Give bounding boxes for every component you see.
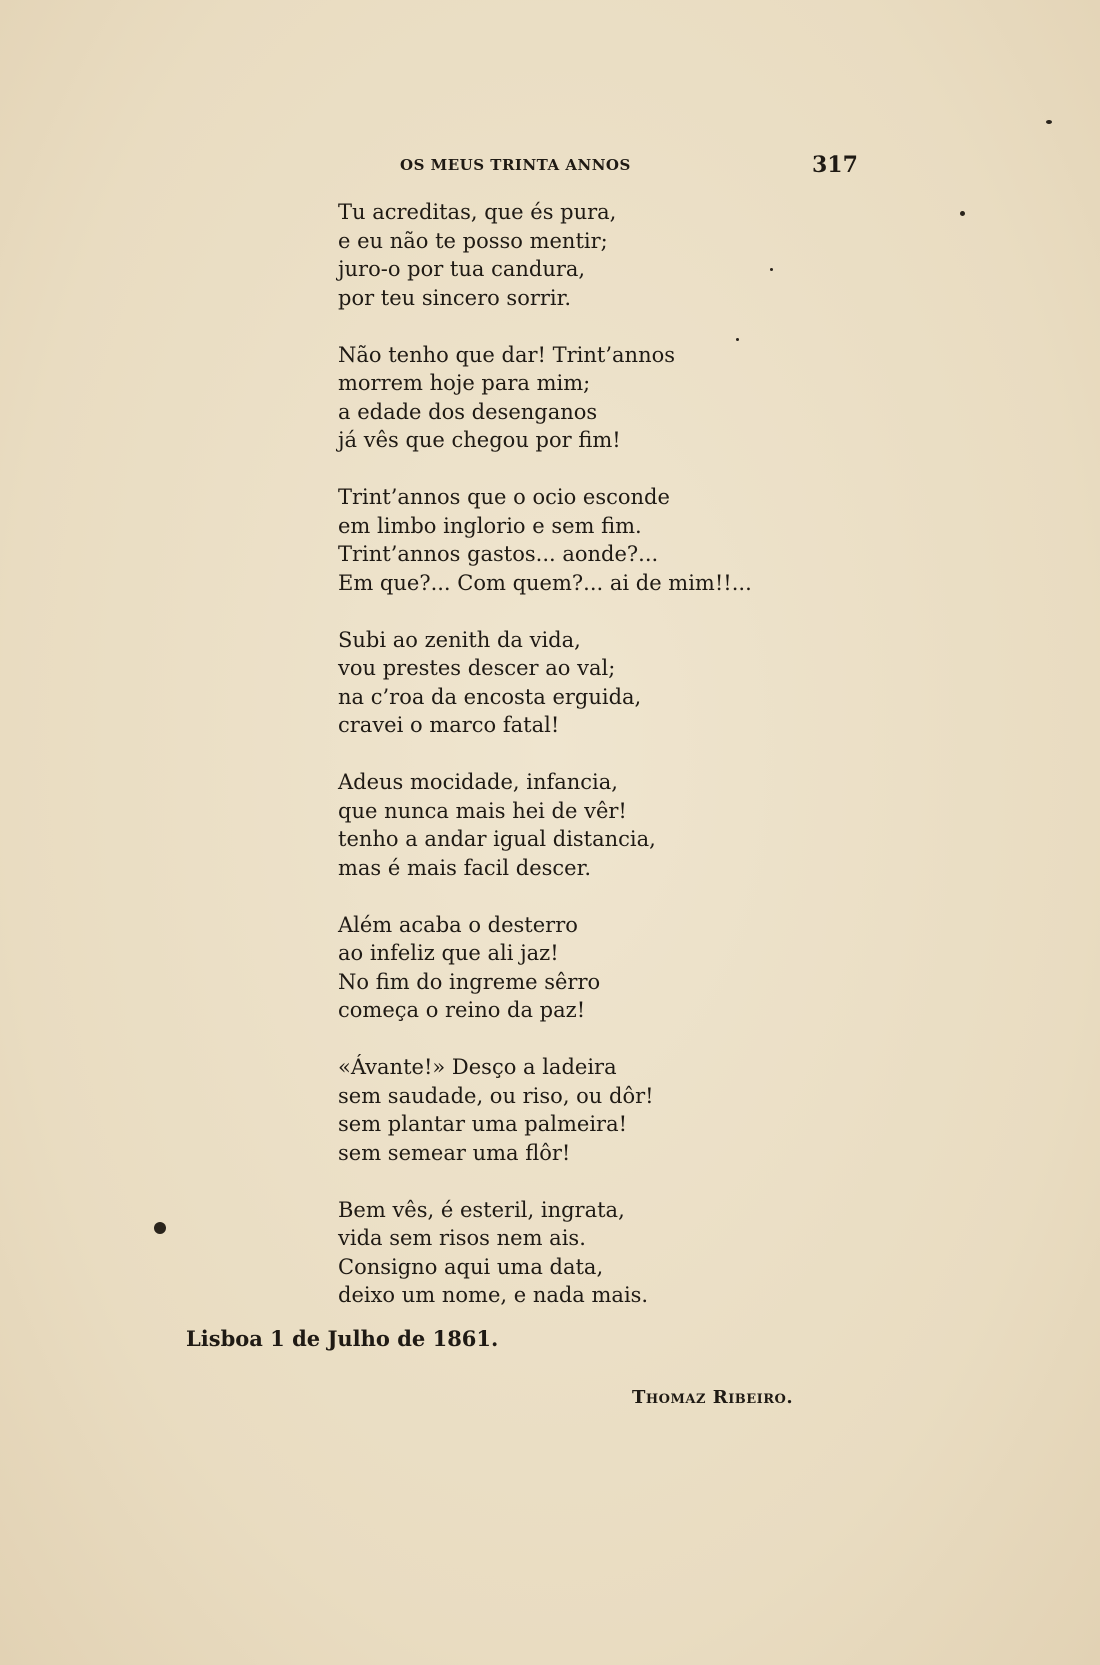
poem-line: tenho a andar igual distancia,: [338, 827, 656, 851]
poem-line: vou prestes descer ao val;: [338, 656, 616, 680]
ink-speck: [960, 211, 965, 216]
poem-line: Trint’annos que o ocio esconde: [338, 485, 670, 509]
poem-line: Bem vês, é esteril, ingrata,: [338, 1197, 625, 1222]
poem-line: cravei o marco fatal!: [338, 713, 560, 737]
ink-speck: [770, 268, 773, 271]
page-number: 317: [812, 152, 858, 178]
running-header-title: OS MEUS TRINTA ANNOS: [400, 156, 631, 174]
poem-line: vida sem risos nem ais.: [338, 1226, 586, 1250]
author-signature: Thomaz Ribeiro.: [632, 1387, 794, 1408]
poem-line: Consigno aqui uma data,: [338, 1254, 604, 1279]
poem-line: «Ávante!» Desço a ladeira: [338, 1055, 617, 1079]
stanza-3: [338, 483, 858, 597]
dateline: Lisboa 1 de Julho de 1861.: [186, 1326, 499, 1351]
poem-line: em limbo inglorio e sem fim.: [338, 513, 642, 538]
poem-line: ao infeliz que ali jaz!: [338, 941, 559, 965]
poem-line: na c’roa da encosta erguida,: [338, 684, 642, 709]
poem-line: morrem hoje para mim;: [338, 371, 591, 395]
stanza-2: [338, 341, 858, 455]
stanza-4: [338, 626, 858, 740]
stanza-6: [338, 911, 858, 1025]
poem-line: por teu sincero sorrir.: [338, 285, 572, 310]
stanza-7: [338, 1053, 858, 1167]
poem-line: Adeus mocidade, infancia,: [338, 770, 618, 794]
poem-line: Além acaba o desterro: [338, 912, 578, 937]
poem-line: já vês que chegou por fim!: [338, 428, 621, 452]
poem-line: que nunca mais hei de vêr!: [338, 798, 627, 823]
poem-line: mas é mais facil descer.: [338, 855, 591, 880]
poem-line: No fim do ingreme sêrro: [338, 969, 601, 994]
poem-line: deixo um nome, e nada mais.: [338, 1283, 649, 1307]
poem-line: sem semear uma flôr!: [338, 1140, 571, 1165]
poem-line: Em que?... Com quem?... ai de mim!!...: [338, 570, 752, 595]
poem-line: Não tenho que dar! Trint’annos: [338, 342, 676, 367]
poem-line: e eu não te posso mentir;: [338, 228, 608, 253]
stanza-8: [338, 1196, 858, 1310]
poem-line: começa o reino da paz!: [338, 998, 586, 1022]
poem-line: Subi ao zenith da vida,: [338, 627, 581, 652]
poem-line: sem plantar uma palmeira!: [338, 1112, 628, 1136]
ink-speck: [736, 338, 739, 341]
poem-line: Trint’annos gastos... aonde?...: [338, 542, 659, 566]
poem-line: sem saudade, ou riso, ou dôr!: [338, 1083, 654, 1108]
poem: [338, 198, 858, 1338]
poem-line: a edade dos desenganos: [338, 399, 598, 424]
poem-line: Tu acreditas, que és pura,: [338, 200, 617, 224]
ink-speck: [154, 1222, 166, 1234]
poem-line: juro-o por tua candura,: [338, 257, 586, 281]
ink-speck: [1046, 120, 1052, 124]
stanza-1: [338, 198, 858, 312]
stanza-5: [338, 768, 858, 882]
